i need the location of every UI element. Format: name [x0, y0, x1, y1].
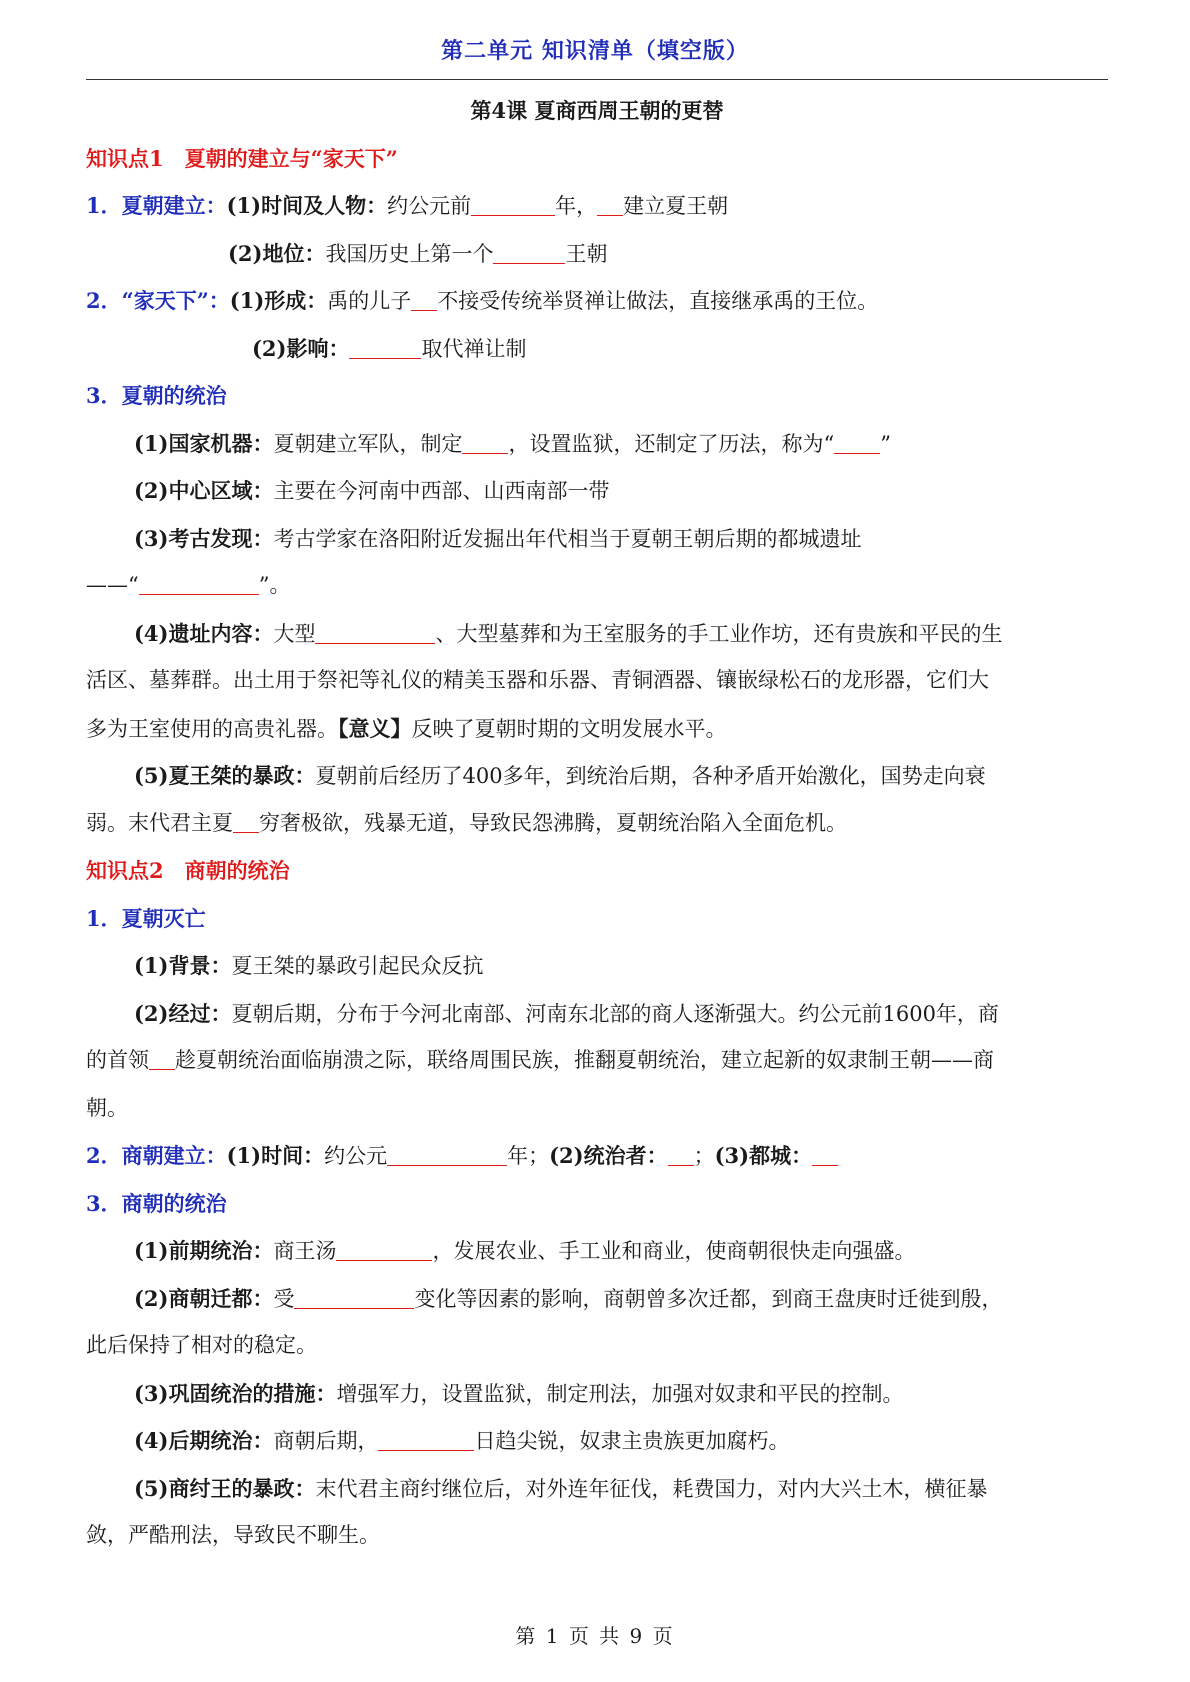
kp2-s3-heading: [86, 1180, 1108, 1228]
kp1-s1-title: 夏朝建立：: [121, 193, 227, 218]
kp1-s3-p3-text-c: ”。: [258, 573, 291, 597]
kp2-s3-p2-text-b: 变化等因素的影响，商朝曾多次迁都，到商王盘庚时迁徙到殷，: [414, 1286, 1003, 1311]
kp1-s3-p4-line2: 活区、墓葬群。出土用于祭祀等礼仪的精美玉器和乐器、青铜酒器、镶嵌绿松石的龙形器，它们大: [86, 668, 989, 692]
kp2-s1-p2-line1: [86, 990, 1108, 1038]
kp2-s3-title: 商朝的统治: [121, 1190, 227, 1216]
kp2-s1-p2-line3: 朝。: [86, 1095, 128, 1120]
kp1-s3-p2: [86, 467, 1108, 515]
kp2-s3-p2-line2: 此后保持了相对的稳定。: [86, 1333, 317, 1357]
kp2-s3-p4-text-a: 商朝后期，: [273, 1429, 379, 1453]
kp1-s2-p2-label: (2)影响：: [252, 335, 350, 361]
kp1-s1-p2-text-b: 王朝: [565, 241, 608, 266]
kp1-s1-p1-text-a: 约公元前: [387, 194, 472, 218]
kp1-s3-p4-label: (4)遗址内容：: [134, 620, 274, 646]
kp1-s3-p3-line1: [86, 515, 1108, 563]
kp2-s3-num: 3．: [86, 1190, 122, 1216]
fill-blank[interactable]: [462, 431, 508, 454]
kp1-s2-title: “家天下”：: [121, 288, 230, 313]
kp1-s3-p5-text-c: 穷奢极欲，残暴无道，导致民怨沸腾，夏朝统治陷入全面危机。: [259, 810, 847, 835]
kp2-s3-p2-line1: [86, 1275, 1108, 1323]
kp1-s3-p5-line1: [86, 752, 1108, 800]
kp2-s1-p2-label: (2)经过：: [134, 1000, 232, 1026]
kp1-s1-line2: [86, 230, 1108, 278]
fill-blank[interactable]: [149, 1047, 175, 1070]
kp2-s2-p1-text-b: 年；: [507, 1144, 550, 1168]
kp2-s2-line: [86, 1132, 1108, 1180]
kp2-s2-p2-label: (2)统治者：: [549, 1143, 668, 1168]
kp1-s3-p5-label: (5)夏王桀的暴政：: [134, 763, 316, 788]
kp1-s3-p3-label: (3)考古发现：: [134, 525, 274, 551]
kp2-s1-p2-text-c: 趁夏朝统治面临崩溃之际，联络周围民族，推翻夏朝统治，建立起新的奴隶制王朝——商: [175, 1048, 994, 1072]
kp2-s3-p1: [86, 1227, 1108, 1275]
kp2-s3-p3-text-a: 增强军力，设置监狱，制定刑法，加强对奴隶和平民的控制。: [336, 1381, 904, 1406]
fill-blank[interactable]: [233, 810, 259, 833]
kp1-s2-p1-text-b: 不接受传统举贤禅让做法，直接继承禹的王位。: [437, 289, 879, 313]
kp1-s2-p1-label: (1)形成：: [229, 288, 328, 313]
kp1-s3-p4-line1: [86, 610, 1108, 658]
kp1-s3-heading: [86, 372, 1108, 420]
fill-blank[interactable]: [668, 1143, 694, 1166]
kp2-s3-p2-text-a: 受: [273, 1286, 295, 1311]
fill-blank[interactable]: [597, 193, 623, 216]
kp1-s3-p3-text-b: ——“: [86, 573, 139, 597]
kp1-s3-p4-significance-label: 【意义】: [338, 715, 412, 741]
kp2-s2-p3-label: (3)都城：: [714, 1143, 813, 1168]
kp1-s1-p2-text-a: 我国历史上第一个: [325, 241, 494, 266]
kp2-s3-p3: [86, 1370, 1108, 1418]
kp2-s3-p5-text-a: 末代君主商纣继位后，对外连年征伐，耗费国力，对内大兴土木，横征暴: [315, 1476, 988, 1501]
kp2-s1-title: 夏朝灭亡: [121, 905, 206, 931]
document-body: [86, 87, 1108, 1560]
kp1-s3-title: 夏朝的统治: [121, 383, 227, 408]
kp1-s3-p4-text-a: 大型: [273, 621, 316, 646]
kp2-s3-p4-text-b: 日趋尖锐，奴隶主贵族更加腐朽。: [474, 1429, 790, 1453]
page-number: 第 1 页 共 9 页: [515, 1624, 675, 1648]
kp2-s3-p4-label: (4)后期统治：: [134, 1428, 274, 1453]
kp1-s1-p1-label: (1)时间及人物：: [226, 193, 388, 218]
kp2-s1-p1-label: (1)背景：: [134, 953, 232, 978]
kp2-heading: 知识点2 商朝的统治: [86, 858, 290, 883]
kp1-s2-p2-text-a: 取代禅让制: [421, 336, 527, 361]
kp1-s3-p4-line3: [86, 705, 1108, 753]
kp2-s1-p1: [86, 942, 1108, 990]
fill-blank[interactable]: [378, 1428, 474, 1451]
kp2-s2-num: 2．: [86, 1143, 122, 1168]
fill-blank[interactable]: [812, 1143, 838, 1166]
kp1-s3-num: 3．: [86, 383, 122, 408]
fill-blank[interactable]: [834, 431, 880, 454]
kp1-s3-p2-label: (2)中心区域：: [134, 478, 274, 503]
kp2-s3-p2-label: (2)商朝迁都：: [134, 1285, 274, 1311]
kp1-s1-line1: [86, 182, 1108, 230]
kp1-s2-line2: [86, 325, 1108, 373]
kp1-s3-p4-text-b: 、大型墓葬和为王室服务的手工业作坊，还有贵族和平民的生: [435, 621, 1003, 646]
fill-blank[interactable]: [294, 1286, 414, 1309]
kp2-s3-p5-label: (5)商纣王的暴政：: [134, 1475, 316, 1501]
kp2-s3-p1-text-a: 商王汤: [273, 1239, 337, 1263]
fill-blank[interactable]: [349, 336, 421, 359]
kp1-s3-p1: [86, 420, 1108, 468]
kp1-s3-p3-line2: [86, 562, 1108, 610]
kp2-s2-p1-text-a: 约公元: [324, 1144, 388, 1168]
kp1-s3-p1-text-b: ，设置监狱，还制定了历法，称为“: [508, 431, 835, 456]
kp1-s2-line1: [86, 277, 1108, 325]
kp1-s2-num: 2．: [86, 288, 122, 313]
kp1-s3-p5-text-a: 夏朝前后经历了400多年，到统治后期，各种矛盾开始激化，国势走向衰: [315, 764, 986, 788]
fill-blank[interactable]: [315, 621, 435, 644]
kp2-s3-p4: [86, 1417, 1108, 1465]
kp2-s3-p5-line2: 敛，严酷刑法，导致民不聊生。: [86, 1523, 380, 1547]
fill-blank[interactable]: [493, 241, 565, 264]
fill-blank[interactable]: [471, 193, 555, 216]
kp2-s2-title: 商朝建立：: [121, 1143, 227, 1168]
kp1-s3-p1-text-a: 夏朝建立军队，制定: [273, 431, 463, 456]
kp1-s3-p4-text-d: 多为王室使用的高贵礼器。: [86, 716, 338, 741]
kp2-s1-p2-text-b: 的首领: [86, 1048, 149, 1072]
kp1-s3-p5-line2: [86, 800, 1108, 848]
kp1-s1-p1-text-c: 建立夏王朝: [623, 194, 729, 218]
kp2-s3-p5-line1: [86, 1465, 1108, 1513]
kp2-s1-num: 1．: [86, 905, 122, 931]
fill-blank[interactable]: [387, 1143, 507, 1166]
kp1-s1-num: 1．: [86, 193, 122, 218]
kp2-s1-p2-line2: [86, 1037, 1108, 1085]
kp1-s1-p2-label: (2)地位：: [228, 240, 326, 266]
kp2-s1-p2-text-a: 夏朝后期，分布于今河北南部、河南东北部的商人逐渐强大。约公元前1600年，商: [231, 1001, 999, 1026]
kp1-s1-p1-text-b: 年，: [555, 194, 598, 218]
kp2-s1-heading: [86, 895, 1108, 943]
fill-blank[interactable]: [139, 572, 259, 595]
fill-blank[interactable]: [336, 1238, 432, 1261]
kp1-s3-p1-label: (1)国家机器：: [134, 430, 274, 456]
kp2-s3-p3-label: (3)巩固统治的措施：: [134, 1380, 337, 1406]
header-divider: [86, 79, 1108, 80]
fill-blank[interactable]: [411, 288, 437, 311]
kp1-s3-p5-text-b: 弱。末代君主夏: [86, 810, 233, 835]
kp2-s2-p1-label: (1)时间：: [226, 1143, 325, 1168]
lesson-title: 第4课 夏商西周王朝的更替: [470, 98, 724, 123]
kp2-s1-p1-text-a: 夏王桀的暴政引起民众反抗: [231, 954, 484, 978]
kp1-s2-p1-text-a: 禹的儿子: [327, 289, 412, 313]
kp1-s3-p3-text-a: 考古学家在洛阳附近发掘出年代相当于夏朝王朝后期的都城遗址: [273, 526, 862, 551]
kp2-s2-separator: ；: [693, 1144, 715, 1168]
unit-title: 第二单元 知识清单（填空版）: [441, 38, 749, 64]
kp2-s3-p1-label: (1)前期统治：: [134, 1238, 274, 1263]
kp2-s3-p1-text-b: ，发展农业、手工业和商业，使商朝很快走向强盛。: [432, 1239, 916, 1263]
kp1-heading: 知识点1 夏朝的建立与“家天下”: [86, 145, 398, 171]
kp1-s3-p2-text-a: 主要在今河南中西部、山西南部一带: [273, 479, 610, 503]
kp1-s3-p1-text-c: ”: [880, 431, 891, 456]
kp1-s3-p4-text-f: 反映了夏朝时期的文明发展水平。: [411, 716, 727, 741]
